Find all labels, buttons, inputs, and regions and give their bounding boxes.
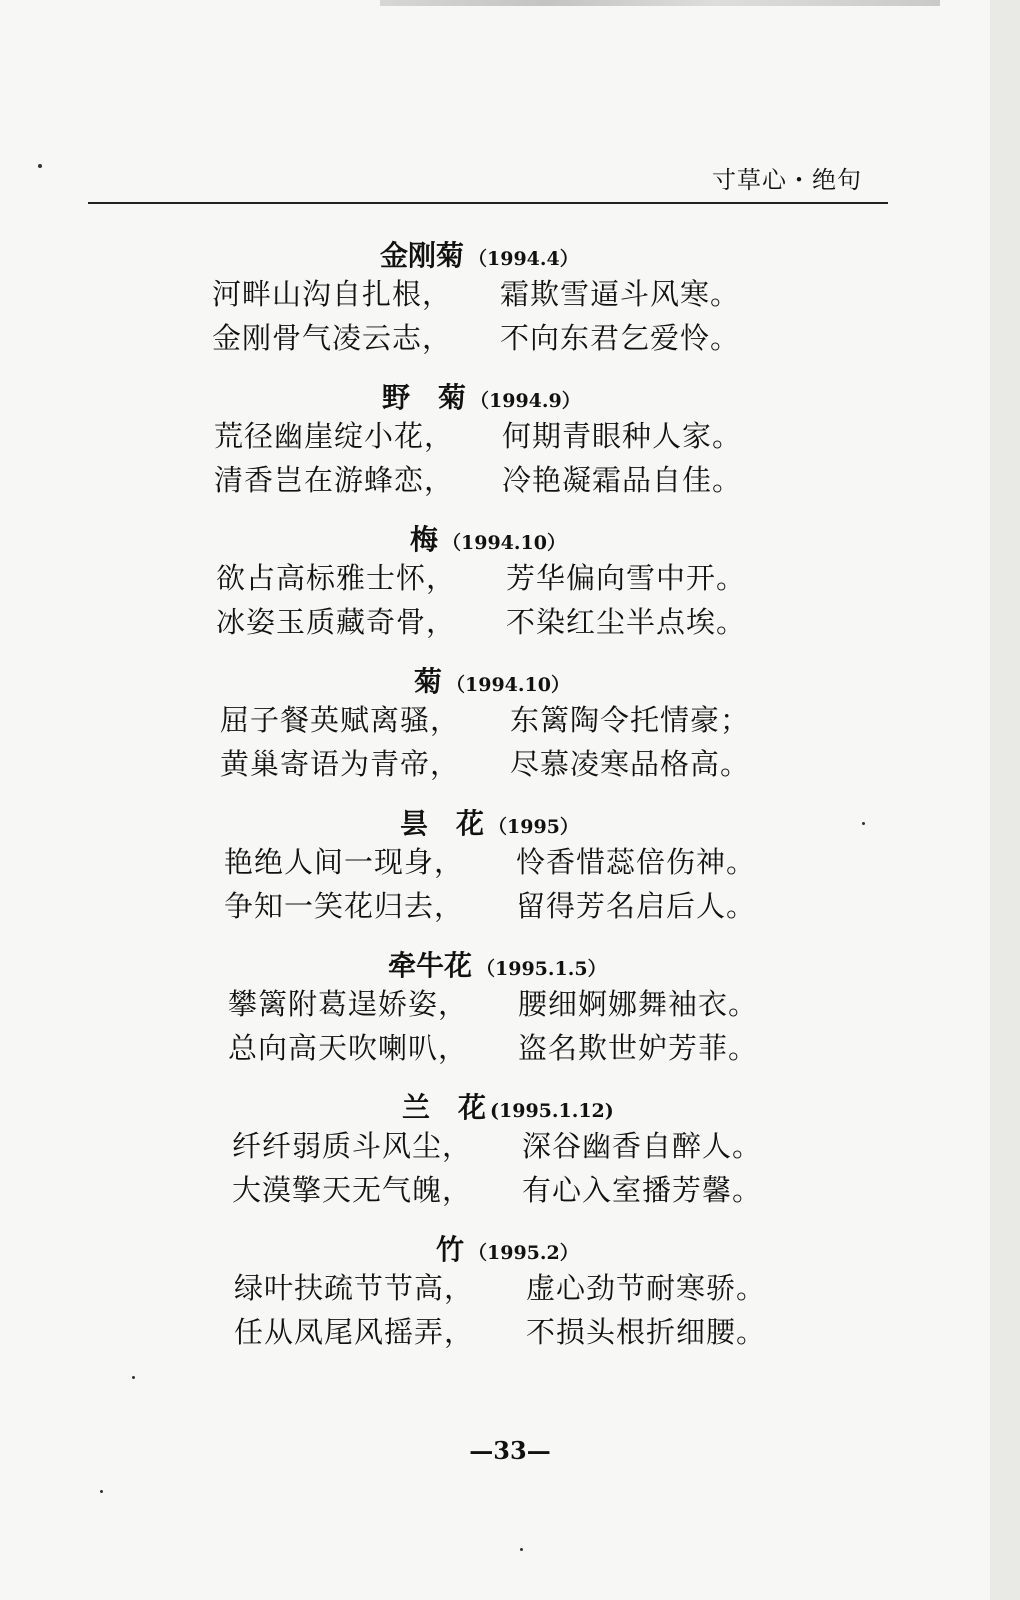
poem-line-second-half: 尽慕凌寒品格高。 xyxy=(510,747,751,781)
poem-line-second-half: 盗名欺世妒芳菲。 xyxy=(518,1031,759,1065)
poem-list xyxy=(0,226,1020,1362)
poem-title-text: 菊 xyxy=(414,665,443,698)
poem-title xyxy=(402,1086,614,1126)
poem-line-first-half: 绿叶扶疏节节高， xyxy=(234,1271,475,1305)
poem-title xyxy=(380,234,579,274)
poem-title xyxy=(382,376,581,416)
poem-line-first-half: 清香岂在游蜂恋， xyxy=(214,463,455,497)
poem-line xyxy=(234,1310,767,1351)
poem-line-first-half: 欲占高标雅士怀， xyxy=(216,561,457,595)
poem-line-first-half: 总向高天吹喇叭， xyxy=(228,1031,469,1065)
poem-title-text: 竹 xyxy=(436,1233,465,1266)
page-header xyxy=(88,160,888,204)
page-number: —33— xyxy=(469,1436,551,1465)
poem-line xyxy=(220,698,751,739)
poem-line-first-half: 金刚骨气凌云志， xyxy=(212,321,453,355)
poem-line xyxy=(214,414,743,455)
poem-line xyxy=(216,600,747,641)
poem-jingangju xyxy=(0,226,1020,368)
poem-line-second-half: 东篱陶令托情豪； xyxy=(510,703,751,737)
poem-title-text: 兰 花 xyxy=(402,1091,487,1124)
poem-line-second-half: 不染红尘半点埃。 xyxy=(506,605,747,639)
poem-title-text: 牵牛花 xyxy=(388,949,473,982)
poem-ju xyxy=(0,652,1020,794)
poem-line xyxy=(228,1026,759,1067)
scan-speck xyxy=(862,822,865,825)
poem-line-first-half: 艳绝人间一现身， xyxy=(224,845,465,879)
poem-line-second-half: 不向东君乞爱怜。 xyxy=(500,321,741,355)
scan-speck xyxy=(38,164,42,168)
scan-speck xyxy=(520,1548,523,1551)
poem-line-second-half: 留得芳名启后人。 xyxy=(516,889,757,923)
poem-date: （1995.1.5） xyxy=(476,958,607,980)
poem-title-text: 梅 xyxy=(410,523,439,556)
poem-line xyxy=(214,458,743,499)
poem-line-first-half: 大漠擎天无气魄， xyxy=(232,1173,473,1207)
poem-line-second-half: 深谷幽香自醉人。 xyxy=(522,1129,763,1163)
header-rule xyxy=(88,202,888,204)
poem-title xyxy=(414,660,570,700)
poem-line-first-half: 冰姿玉质藏奇骨， xyxy=(216,605,457,639)
scan-speck xyxy=(100,1490,103,1493)
running-head: 寸草心・绝句 xyxy=(712,166,862,194)
poem-title xyxy=(388,944,607,984)
poem-line xyxy=(232,1168,763,1209)
poem-line-second-half: 冷艳凝霜品自佳。 xyxy=(502,463,743,497)
poem-line xyxy=(232,1124,763,1165)
poem-title xyxy=(436,1228,579,1268)
poem-line-second-half: 何期青眼种人家。 xyxy=(502,419,743,453)
poem-lanhua xyxy=(0,1078,1020,1220)
poem-tanhua xyxy=(0,794,1020,936)
poem-line xyxy=(216,556,747,597)
poem-line xyxy=(228,982,759,1023)
poem-date: （1994.4） xyxy=(468,248,579,270)
poem-date: （1994.10） xyxy=(446,674,570,696)
poem-line-first-half: 屈子餐英赋离骚， xyxy=(220,703,461,737)
poem-yeju xyxy=(0,368,1020,510)
poem-zhu xyxy=(0,1220,1020,1362)
poem-title-text: 金刚菊 xyxy=(380,239,465,272)
poem-line-second-half: 霜欺雪逼斗风寒。 xyxy=(500,277,741,311)
poem-line-first-half: 黄巢寄语为青帝， xyxy=(220,747,461,781)
poem-line-second-half: 芳华偏向雪中开。 xyxy=(506,561,747,595)
poem-line xyxy=(220,742,751,783)
poem-line-second-half: 不损头根折细腰。 xyxy=(526,1315,767,1349)
poem-date: （1995.2） xyxy=(468,1242,579,1264)
poem-line-second-half: 有心入室播芳馨。 xyxy=(522,1173,763,1207)
poem-title xyxy=(410,518,566,558)
poem-date: (1995.1.12) xyxy=(490,1100,614,1122)
poem-line-first-half: 攀篱附葛逞娇姿， xyxy=(228,987,469,1021)
poem-line-second-half: 虚心劲节耐寒骄。 xyxy=(526,1271,767,1305)
poem-qianniuhua xyxy=(0,936,1020,1078)
poem-date: （1994.10） xyxy=(442,532,566,554)
poem-line-first-half: 争知一笑花归去， xyxy=(224,889,465,923)
poem-title xyxy=(400,802,579,842)
poem-line-first-half: 河畔山沟自扎根， xyxy=(212,277,453,311)
poem-line xyxy=(212,272,741,313)
poem-line-first-half: 纤纤弱质斗风尘， xyxy=(232,1129,473,1163)
poem-line-second-half: 怜香惜蕊倍伤神。 xyxy=(516,845,757,879)
poem-line xyxy=(224,840,757,881)
poem-line xyxy=(224,884,757,925)
poem-line xyxy=(212,316,741,357)
poem-title-text: 野 菊 xyxy=(382,381,467,414)
scan-speck xyxy=(132,1376,135,1379)
poem-date: （1994.9） xyxy=(470,390,581,412)
poem-line xyxy=(234,1266,767,1307)
poem-mei xyxy=(0,510,1020,652)
poem-title-text: 昙 花 xyxy=(400,807,485,840)
poem-line-first-half: 荒径幽崖绽小花， xyxy=(214,419,455,453)
poem-date: （1995） xyxy=(488,816,579,838)
poem-line-first-half: 任从凤尾风摇弄， xyxy=(234,1315,475,1349)
poem-line-second-half: 腰细婀娜舞袖衣。 xyxy=(518,987,759,1021)
scan-smudge xyxy=(380,0,940,6)
